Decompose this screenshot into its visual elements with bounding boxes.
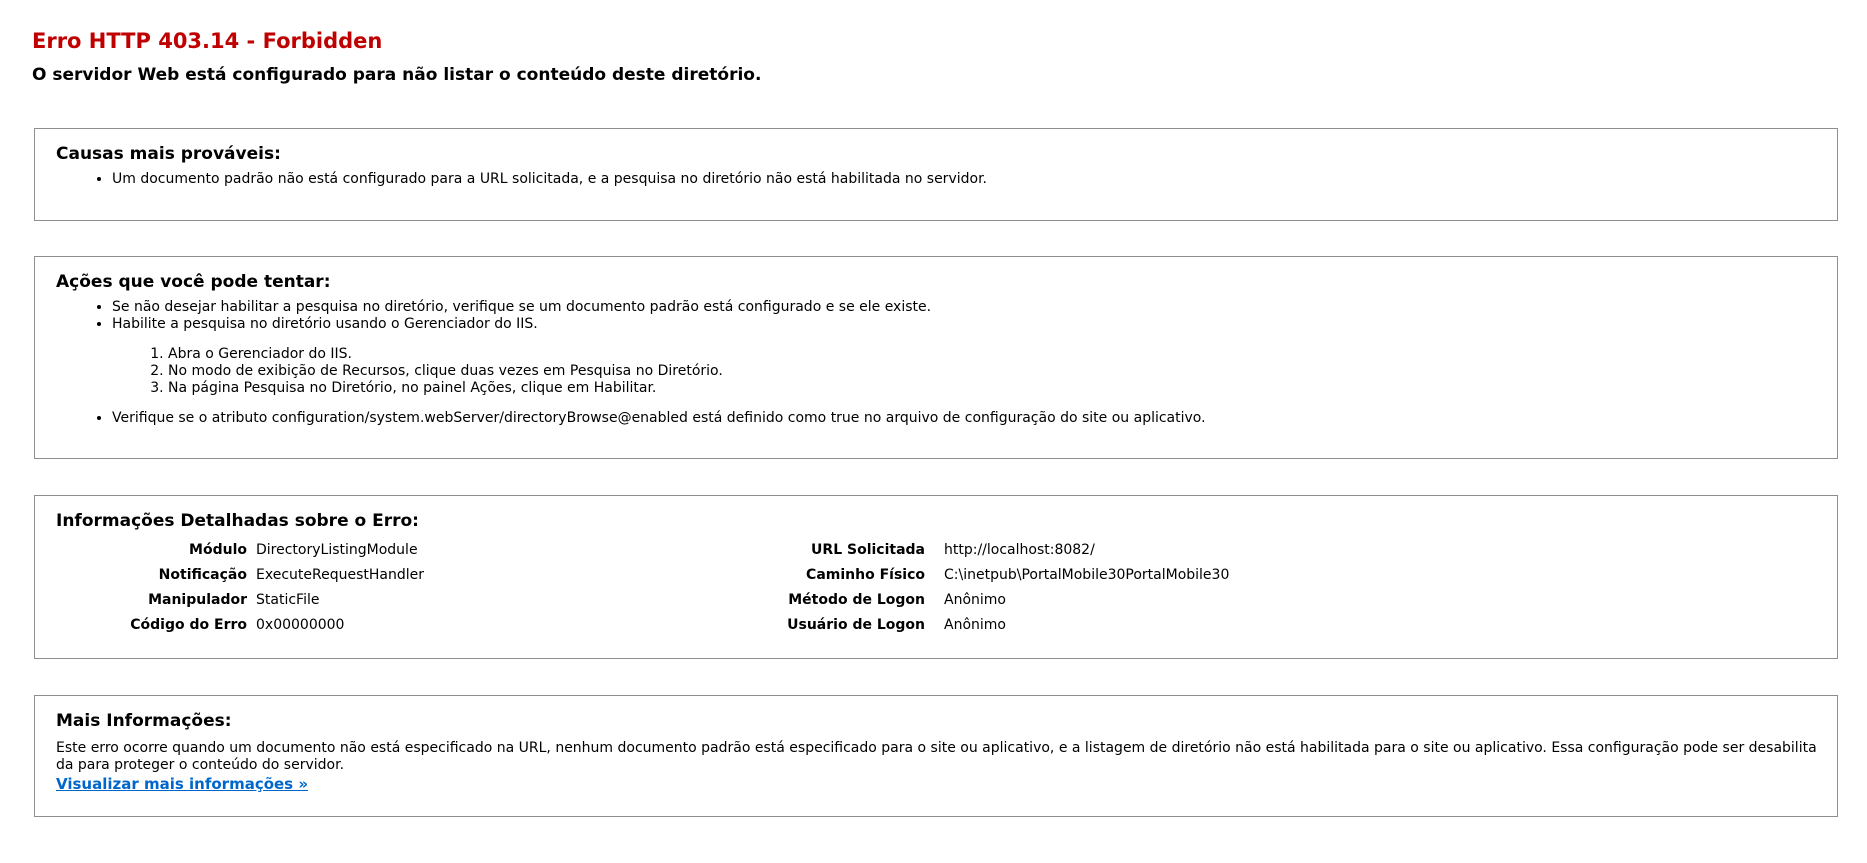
detail-value: DirectoryListingModule [256,542,418,558]
causes-heading: Causas mais prováveis: [56,144,281,164]
list-item: • Um documento padrão não está configurado para a URL solicitada, e a pesquisa no diretório não está habilitada no servidor. [112,171,1817,188]
details-grid [56,542,1817,642]
actions-list [56,299,1817,427]
causes-panel [34,128,1838,221]
actions-heading: Ações que você pode tentar: [56,272,331,292]
error-title: Erro HTTP 403.14 - Forbidden [32,29,383,53]
detail-value: C:\inetpub\PortalMobile30PortalMobile30 [944,567,1230,583]
detail-value: StaticFile [256,592,320,608]
details-panel [34,495,1838,659]
list-item-text: Habilite a pesquisa no diretório usando o Gerenciador do IIS. [112,316,538,332]
detail-label: Módulo [189,542,247,558]
detail-value: 0x00000000 [256,617,345,633]
details-heading: Informações Detalhadas sobre o Erro: [56,511,419,531]
error-header [32,28,761,86]
detail-label: Caminho Físico [806,567,925,583]
detail-label: Manipulador [148,592,247,608]
list-item: • Se não desejar habilitar a pesquisa no diretório, verifique se um documento padrão está configurado e se ele existe. [112,299,1817,316]
detail-value: http://localhost:8082/ [944,542,1095,558]
detail-label: URL Solicitada [811,542,925,558]
detail-value: Anônimo [944,617,1006,633]
actions-panel [34,256,1838,459]
error-subtitle: O servidor Web está configurado para não listar o conteúdo deste diretório. [32,65,762,85]
step-item: 3. Na página Pesquisa no Diretório, no painel Ações, clique em Habilitar. [168,380,1817,397]
detail-label: Notificação [158,567,247,583]
detail-value: ExecuteRequestHandler [256,567,424,583]
detail-value: Anônimo [944,592,1006,608]
steps-list [112,346,1817,397]
causes-list [56,171,1817,188]
list-item [112,316,1817,397]
detail-label: Método de Logon [788,592,925,608]
more-info-panel [34,695,1838,817]
more-info-text: Este erro ocorre quando um documento não está especificado na URL, nenhum documento padrão está especificado para o site ou aplicativo, e a listagem de diretório não está habilitada para o site ou aplicativo. Essa configuração pode ser desabilitada para proteger o conteúdo do servidor. [56,740,1817,773]
more-info-link[interactable]: Visualizar mais informações » [56,775,309,793]
list-item: • Verifique se o atributo configuration/system.webServer/directoryBrowse@enabled está definido como true no arquivo de configuração do site ou aplicativo. [112,410,1817,427]
step-item: 2. No modo de exibição de Recursos, clique duas vezes em Pesquisa no Diretório. [168,363,1817,380]
detail-label: Código do Erro [130,617,247,633]
detail-label: Usuário de Logon [787,617,925,633]
more-info-heading: Mais Informações: [56,711,232,731]
step-item: 1. Abra o Gerenciador do IIS. [168,346,1817,363]
